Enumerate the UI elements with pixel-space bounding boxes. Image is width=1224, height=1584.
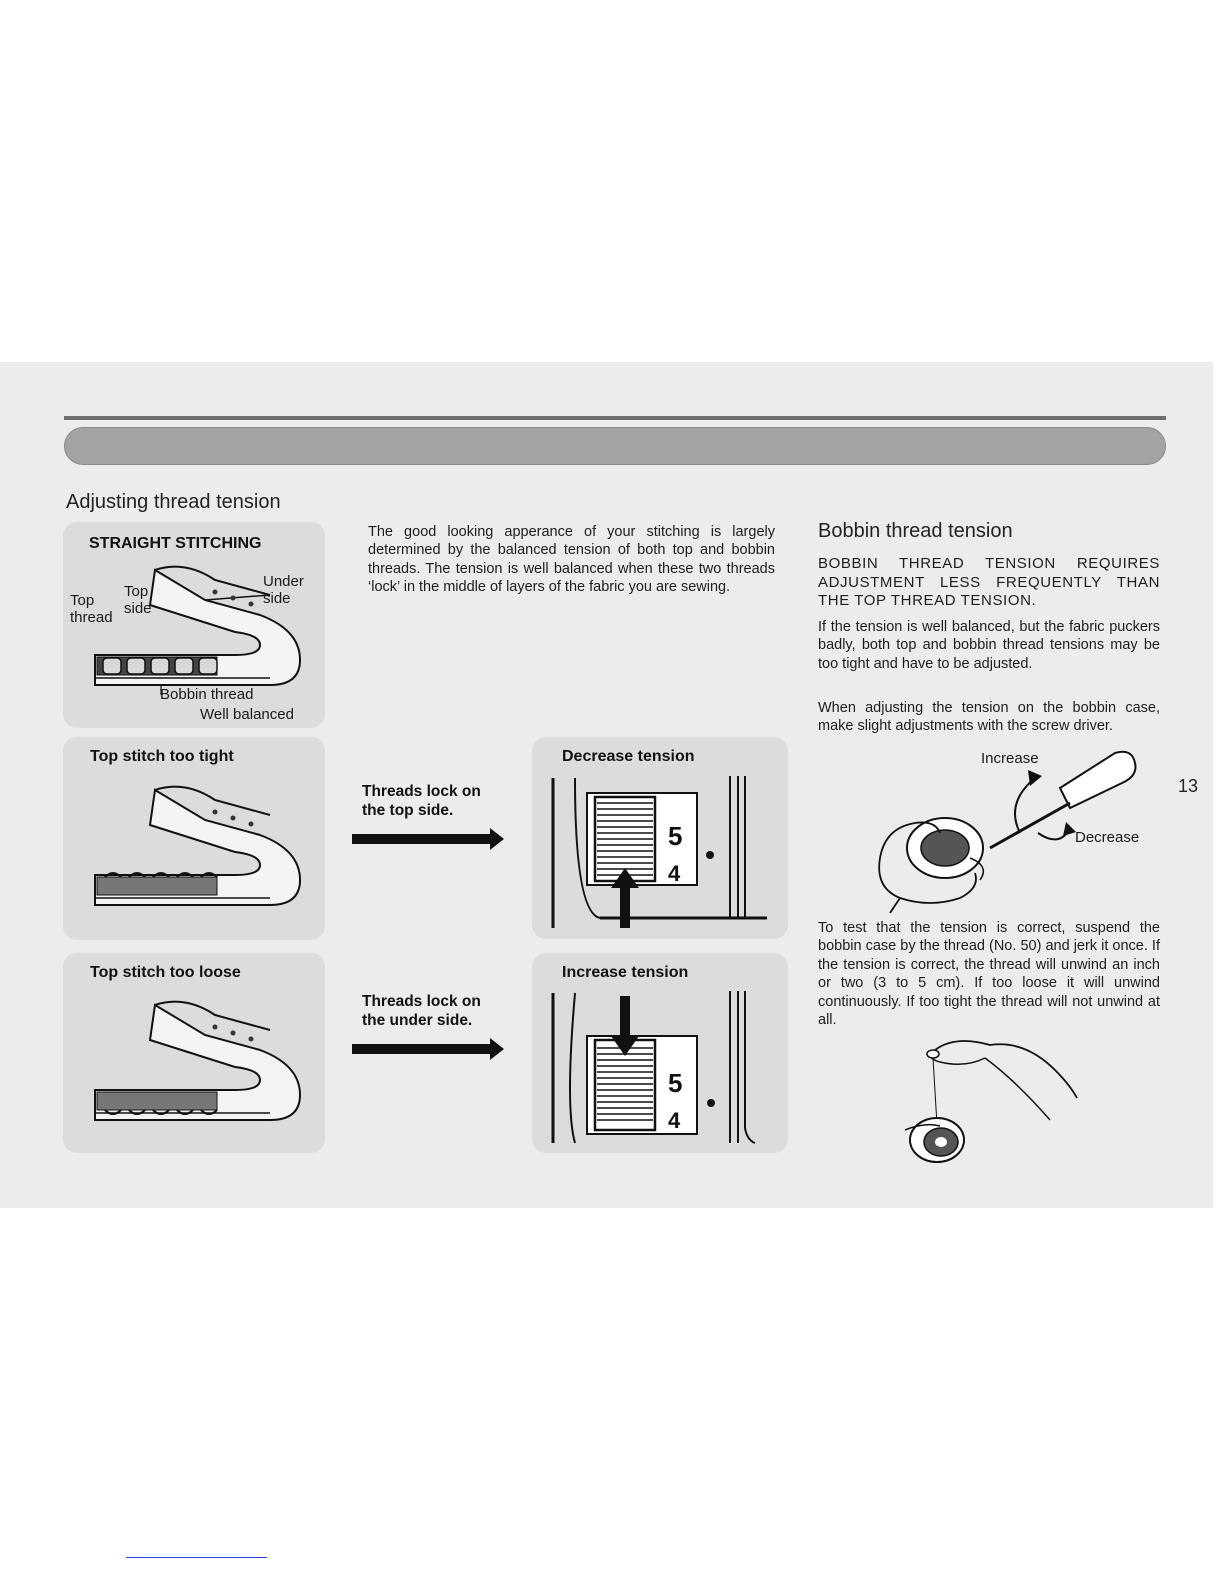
- intro-paragraph: The good looking apperance of your stitching is largely determined by the balanced tension of both top and bobbin threads. The tension is well balanced when these two threads ‘lock’ in the middle of layers of the fabric you are sewing.: [368, 524, 775, 596]
- straight-stitching-heading: STRAIGHT STITCHING: [89, 535, 262, 552]
- tension-dial-decrease: [545, 773, 775, 933]
- bobbin-suspend-illustration: [895, 1030, 1095, 1165]
- label-decrease: Decrease: [1075, 829, 1140, 846]
- page-number: 13: [1178, 776, 1199, 796]
- label-top-side: Top side: [124, 583, 152, 617]
- label-increase: Increase: [981, 750, 1039, 767]
- decrease-tension-heading: Decrease tension: [562, 748, 695, 765]
- label-well-balanced: Well balanced: [200, 706, 294, 723]
- tension-dial-increase: [545, 988, 775, 1148]
- dial-number-upper: 5: [668, 821, 683, 851]
- dial-number-lower: 4: [668, 861, 681, 886]
- bobbin-caps-paragraph: BOBBIN THREAD TENSION REQUIRES ADJUSTMENT LESS FREQUENTLY THAN THE TOP THREAD TENSION.: [818, 555, 1160, 609]
- dial-number-upper: 5: [668, 1068, 683, 1098]
- dial-number-lower: 4: [668, 1108, 681, 1133]
- arrow-right-icon: [352, 1038, 504, 1060]
- caption-threads-top: Threads lock on the top side.: [362, 783, 481, 819]
- bobbin-paragraph-1: If the tension is well balanced, but the fabric puckers badly, both top and bobbin thread tensions may be too tight and have to be adjusted.: [818, 619, 1160, 672]
- screwdriver-adjust-illustration: [860, 748, 1150, 918]
- section-title-adjusting: Adjusting thread tension: [66, 491, 281, 513]
- bobbin-paragraph-3: To test that the tension is correct, suspend the bobbin case by the thread (No. 50) and jerk it once. If the tension is correct, the thread will unwind an inch or two (3 to 5 cm). If too loose it will unwind continuously. If too tight the thread will not unwind at all.: [818, 920, 1160, 1029]
- section-title-bobbin: Bobbin thread tension: [818, 520, 1013, 542]
- top-stitch-tight-heading: Top stitch too tight: [90, 748, 234, 765]
- label-bobbin-thread: Bobbin thread: [160, 686, 254, 703]
- caption-threads-under: Threads lock on the under side.: [362, 993, 481, 1029]
- bobbin-paragraph-2: When adjusting the tension on the bobbin case, make slight adjustments with the screw driver.: [818, 700, 1160, 735]
- footer-link-underline: [126, 1557, 267, 1558]
- fabric-illustration-tight: [85, 785, 315, 910]
- header-rule: [64, 416, 1166, 420]
- fabric-illustration-loose: [85, 1000, 315, 1125]
- header-bar: [64, 427, 1166, 465]
- increase-tension-heading: Increase tension: [562, 964, 689, 981]
- top-stitch-loose-heading: Top stitch too loose: [90, 964, 241, 981]
- label-top-thread: Top thread: [70, 592, 113, 626]
- label-under-side: Under side: [263, 573, 304, 607]
- arrow-right-icon: [352, 828, 504, 850]
